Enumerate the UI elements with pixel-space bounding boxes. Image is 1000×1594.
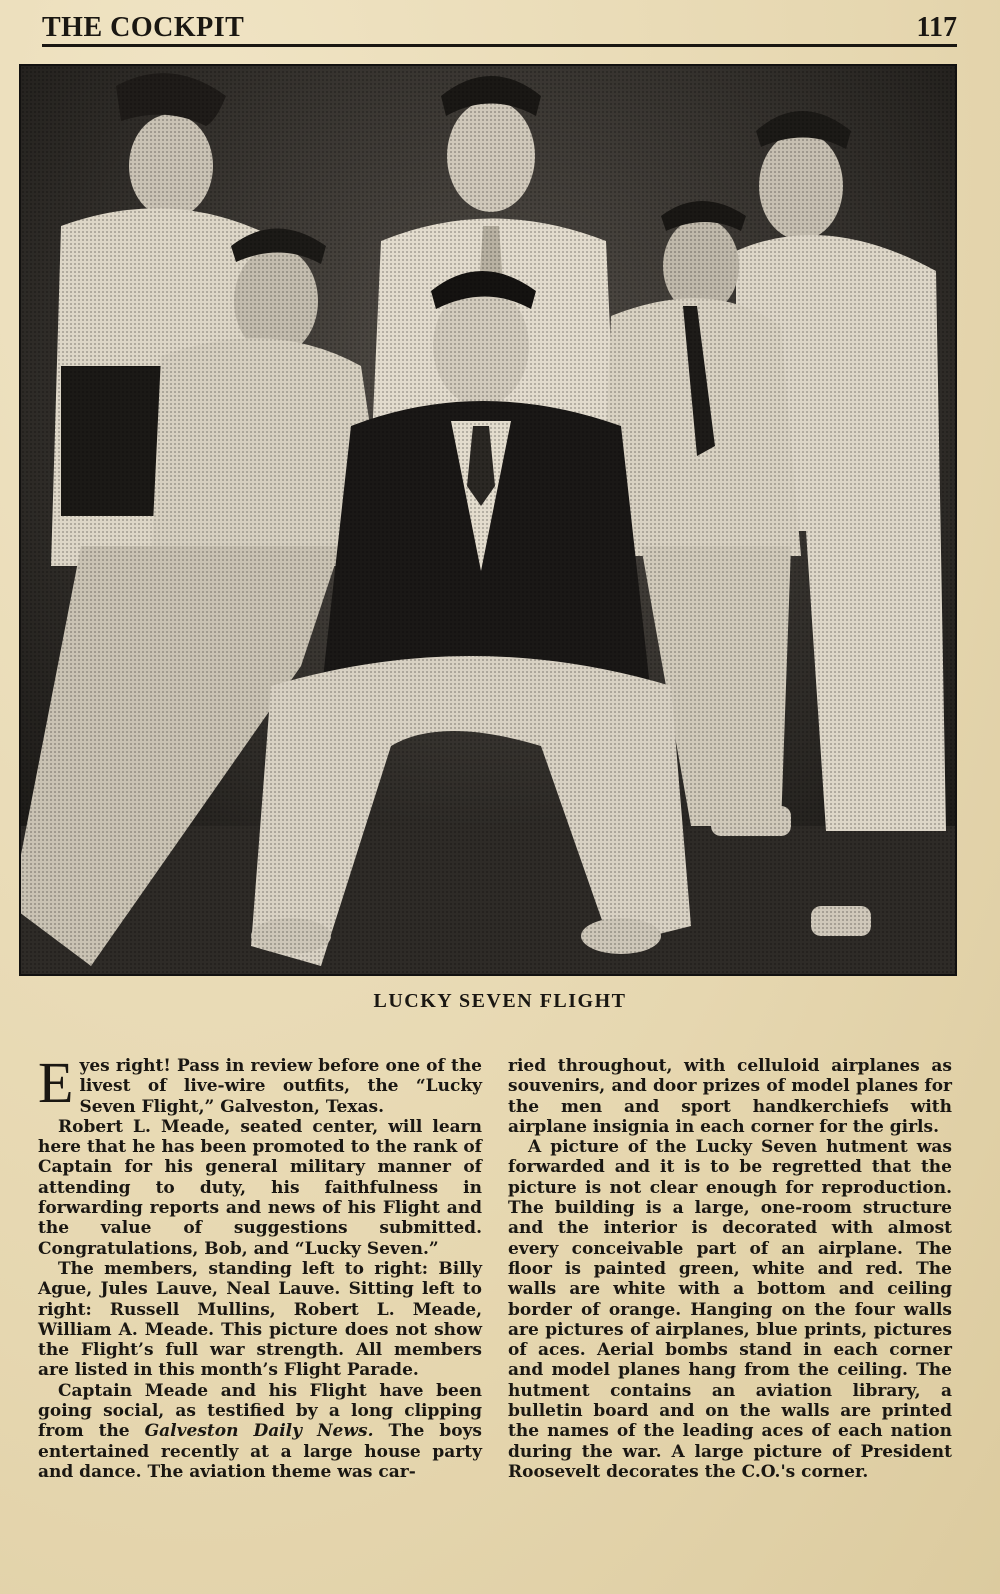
paragraph-social-text-b: The boys entertained recently at a large house party and dance. The aviation theme was car- xyxy=(38,1421,482,1482)
photo-caption: LUCKY SEVEN FLIGHT xyxy=(373,990,627,1012)
paragraph-intro-text: yes right! Pass in review before one of the livest of live-wire outfits, the “Lucky Seven Flight,” Galveston, Texas. xyxy=(79,1056,482,1117)
paragraph-intro xyxy=(38,1050,482,1117)
paragraph-hutment: A picture of the Lucky Seven hutment was forwarded and it is to be regretted that the picture is not clear enough for reproduction. The building is a large, one-room structure and the interior is decorated with almost every conceivable part of an airplane. The floor is painted green, white and red. The walls are white with a bottom and ceiling border of orange. Hanging on the four walls are pictures of airplanes, blue prints, pictures of aces. Aerial bombs stand in each corner and model planes hang from the ceiling. The hutment contains an aviation library, a bulletin board and on the walls are printed the names of the leading aces of each nation during the war. A large picture of President Roosevelt decorates the C.O.'s corner. xyxy=(508,1137,952,1482)
paragraph-members: The members, standing left to right: Billy Ague, Jules Lauve, Neal Lauve. Sitting left to right: Russell Mullins, Robert L. Meade, William A. Meade. This picture does not show the Flight’s full war strength. All members are listed in this month’s Flight Parade. xyxy=(38,1258,482,1381)
article-column-right xyxy=(508,1056,952,1482)
page-header xyxy=(42,10,957,47)
paragraph-continued: ried throughout, with celluloid airplanes as souvenirs, and door prizes of model planes for the men and sport handkerchiefs with airplane insignia in each corner for the girls. xyxy=(508,1056,952,1137)
group-photo xyxy=(19,64,957,976)
paragraph-social-text-a: Captain Meade and his Flight have been going social, as testified by a long clipping from the xyxy=(38,1380,482,1442)
paragraph-promotion: Robert L. Meade, seated center, will learn here that he has been promoted to the rank of Captain for his general military manner of attending to duty, his faithfulness in forwarding reports and news of his Flight and the value of suggestions submitted. Congratulations, Bob, and “Lucky Seven.” xyxy=(38,1116,482,1259)
running-head: THE COCKPIT xyxy=(42,12,245,43)
article-column-left xyxy=(38,1050,482,1482)
group-photo-illustration xyxy=(21,66,955,974)
paragraph-social xyxy=(38,1381,482,1482)
page-number: 117 xyxy=(916,12,957,43)
newspaper-title: Galveston Daily News. xyxy=(144,1421,374,1442)
drop-cap: E xyxy=(38,1050,74,1115)
